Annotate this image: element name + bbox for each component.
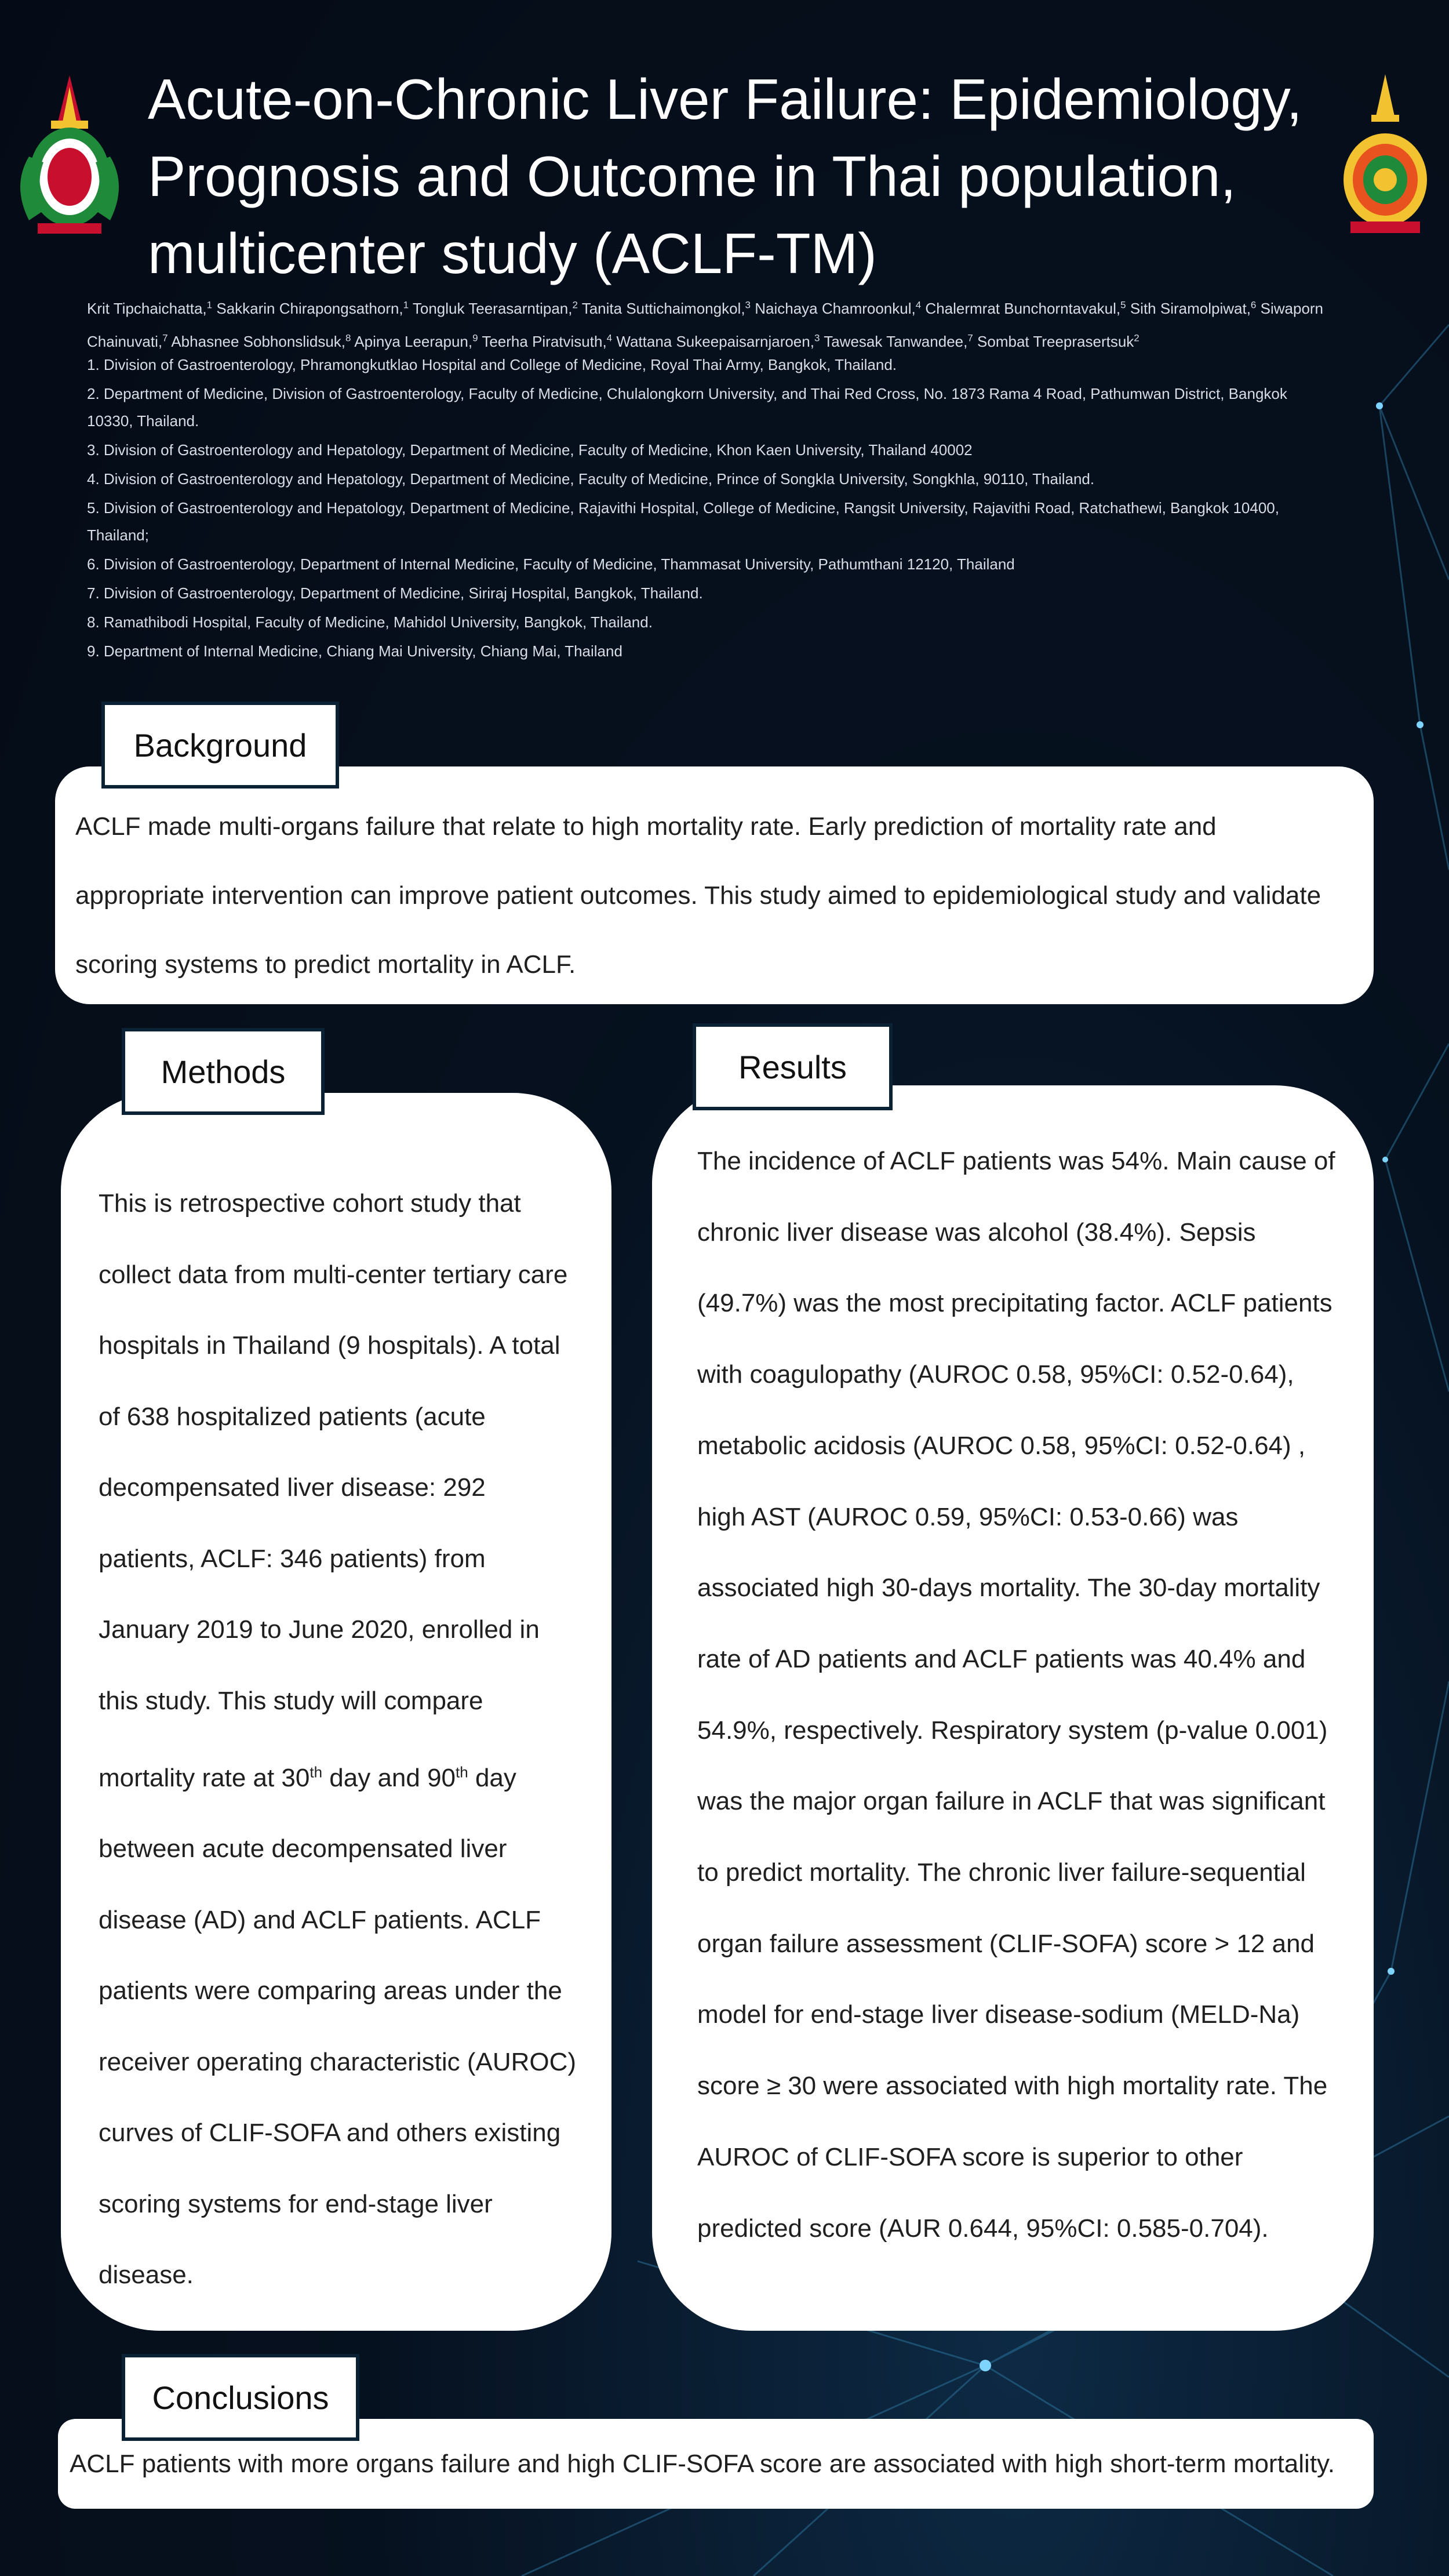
author: Tanita Suttichaimongkol,$^3$	[581, 299, 751, 317]
methods-text: This is retrospective cohort study that collect data from multi-center tertiary care hospitals in Thailand (9 hospitals). A total of 638 hospitalized patients (acute decompensated liver disease: 292 patients, ACLF: 346 patients) from January 2019 to June 2020, enrolled in this study. This study will compare mortality rate at 30th day and 90th day between acute decompensated liver disease (AD) and ACLF patients. ACLF patients were comparing areas under the receiver operating characteristic (AUROC) curves of CLIF-SOFA and others existing scoring systems for end-stage liver disease.	[99, 1189, 577, 2290]
affiliation-item: 4. Division of Gastroenterology and Hepatology, Department of Medicine, Faculty of Medicine, Prince of Songkla University, Songkhla, 90110, Thailand.	[87, 470, 1095, 488]
methods-panel	[61, 1093, 611, 2331]
affiliation-item: 2. Department of Medicine, Division of Gastroenterology, Faculty of Medicine, Chulalongkorn University, and Thai Red Cross, No. 1873 Rama 4 Road, Pathumwan District, Bangkok 10330, Thailand.	[87, 385, 1287, 430]
affiliation-item: 8. Ramathibodi Hospital, Faculty of Medicine, Mahidol University, Bangkok, Thailand.	[87, 613, 653, 631]
author: Tawesak Tanwandee,$^7$	[824, 332, 973, 351]
results-panel	[652, 1085, 1374, 2331]
author: Krit Tipchaichatta,$^1$	[87, 299, 213, 317]
affiliation-list	[87, 351, 1333, 667]
author: Chalermrat Bunchorntavakul,$^5$	[925, 299, 1126, 317]
background-panel	[55, 766, 1374, 1004]
poster-title: Acute-on-Chronic Liver Failure: Epidemiology, Prognosis and Outcome in Thai population, multicenter study (ACLF-TM)	[148, 67, 1302, 285]
author: Sombat Treeprasertsuk$^2$	[977, 332, 1139, 351]
author: Siwaporn Chainuvati,$^7$	[87, 299, 1324, 351]
author: Wattana Sukeepaisarnjaroen,$^3$	[616, 332, 820, 351]
results-heading: Results	[693, 1023, 893, 1110]
results-text: The incidence of ACLF patients was 54%. Main cause of chronic liver disease was alcohol (38.4%). Sepsis (49.7%) was the most precipitating factor. ACLF patients with coagulopathy (AUROC 0.58, 95%CI: 0.52-0.64), metabolic acidosis (AUROC 0.58, 95%CI: 0.52-0.64) , high AST (AUROC 0.59, 95%CI: 0.53-0.66) was associated high 30-days mortality. The 30-day mortality rate of AD patients and ACLF patients was 40.4% and 54.9%, respectively. Respiratory system (p-value 0.001) was the major organ failure in ACLF that was significant to predict mortality. The chronic liver failure-sequential organ failure assessment (CLIF-SOFA) score > 12 and model for end-stage liver disease-sodium (MELD-Na) score ≥ 30 were associated with high mortality rate. The AUROC of CLIF-SOFA score is superior to other predicted score (AUR 0.644, 95%CI: 0.585-0.704).	[697, 1147, 1335, 2243]
author: Apinya Leerapun,$^9$	[354, 332, 478, 351]
author: Teerha Piratvisuth,$^4$	[482, 332, 613, 351]
author: Naichaya Chamroonkul,$^4$	[755, 299, 922, 317]
author: Sakkarin Chirapongsathorn,$^1$	[216, 299, 409, 317]
conclusions-heading: Conclusions	[122, 2354, 359, 2441]
left-institution-logo	[6, 70, 133, 244]
conclusions-text: ACLF patients with more organs failure and high CLIF-SOFA score are associated with high short-term mortality.	[70, 2450, 1335, 2478]
author: Sith Siramolpiwat,$^6$	[1130, 299, 1257, 317]
affiliation-item: 5. Division of Gastroenterology and Hepatology, Department of Medicine, Rajavithi Hospital, College of Medicine, Rangsit University, Rajavithi Road, Ratchathewi, Bangkok 10400, Thailand;	[87, 499, 1279, 544]
affiliation-item: 9. Department of Internal Medicine, Chiang Mai University, Chiang Mai, Thailand	[87, 642, 622, 660]
affiliation-item: 7. Division of Gastroenterology, Department of Medicine, Siriraj Hospital, Bangkok, Thailand.	[87, 584, 703, 602]
affiliation-item: 6. Division of Gastroenterology, Department of Internal Medicine, Faculty of Medicine, Thammasat University, Pathumthani 12120, Thailand	[87, 555, 1015, 573]
background-text: ACLF made multi-organs failure that relate to high mortality rate. Early prediction of mortality rate and appropriate intervention can improve patient outcomes. This study aimed to epidemiological study and validate scoring systems to predict mortality in ACLF.	[75, 812, 1321, 979]
author-list	[87, 290, 1333, 357]
author: Tongluk Teerasarntipan,$^2$	[412, 299, 578, 317]
methods-heading: Methods	[122, 1028, 325, 1115]
background-heading: Background	[101, 702, 339, 789]
affiliation-item: 1. Division of Gastroenterology, Phramongkutklao Hospital and College of Medicine, Royal Thai Army, Bangkok, Thailand.	[87, 356, 897, 373]
affiliation-item: 3. Division of Gastroenterology and Hepatology, Department of Medicine, Faculty of Medicine, Khon Kaen University, Thailand 40002	[87, 441, 973, 459]
right-institution-logo	[1321, 70, 1449, 244]
author: Abhasnee Sobhonslidsuk,$^8$	[171, 332, 351, 351]
